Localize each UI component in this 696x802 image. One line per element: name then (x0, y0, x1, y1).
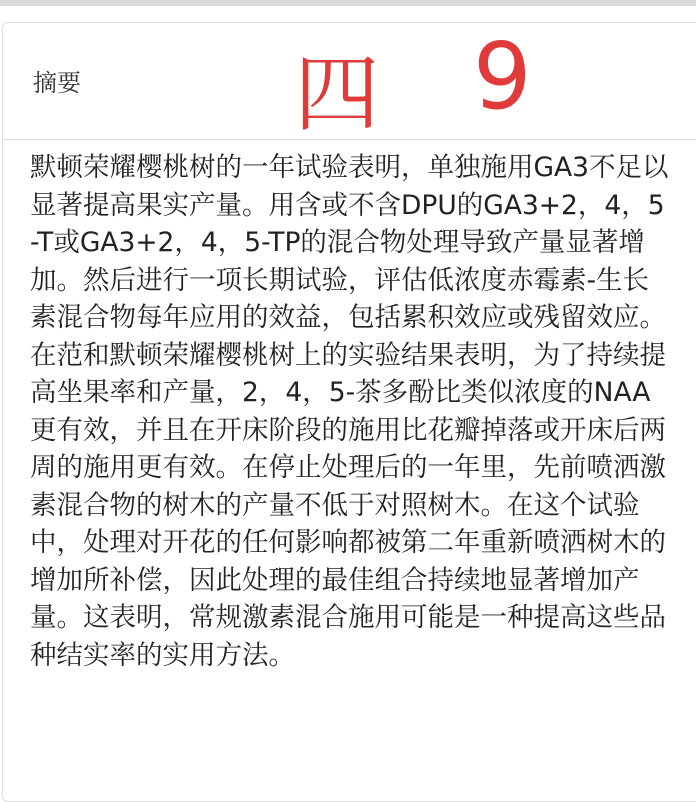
card-body (30, 149, 670, 674)
handwritten-mark-number: 9 (473, 23, 532, 130)
abstract-paragraph: 默顿荣耀樱桃树的一年试验表明，单独施用GA3不足以显著提高果实产量。用含或不含DPU的GA3+2，4，5-T或GA3+2，4，5-TP的混合物处理导致产量显著增加。然后进行一项长期试验，评估低浓度赤霉素-生长素混合物每年应用的效益，包括累积效应或残留效应。在范和默顿荣耀樱桃树上的实验结果表明，为了持续提高坐果率和产量，2，4，5-茶多酚比类似浓度的NAA更有效，并且在开床阶段的施用比花瓣掉落或开床后两周的施用更有效。在停止处理后的一年里，先前喷洒激素混合物的树木的产量不低于对照树木。在这个试验中，处理对开花的任何影响都被第二年重新喷洒树木的增加所补偿，因此处理的最佳组合持续地显著增加产量。这表明，常规激素混合施用可能是一种提高这些品种结实率的实用方法。 (30, 152, 669, 671)
handwritten-mark-chinese: 四 (294, 45, 380, 143)
card-header (3, 23, 696, 143)
section-title: 摘要 (33, 69, 81, 97)
top-divider (0, 0, 696, 6)
